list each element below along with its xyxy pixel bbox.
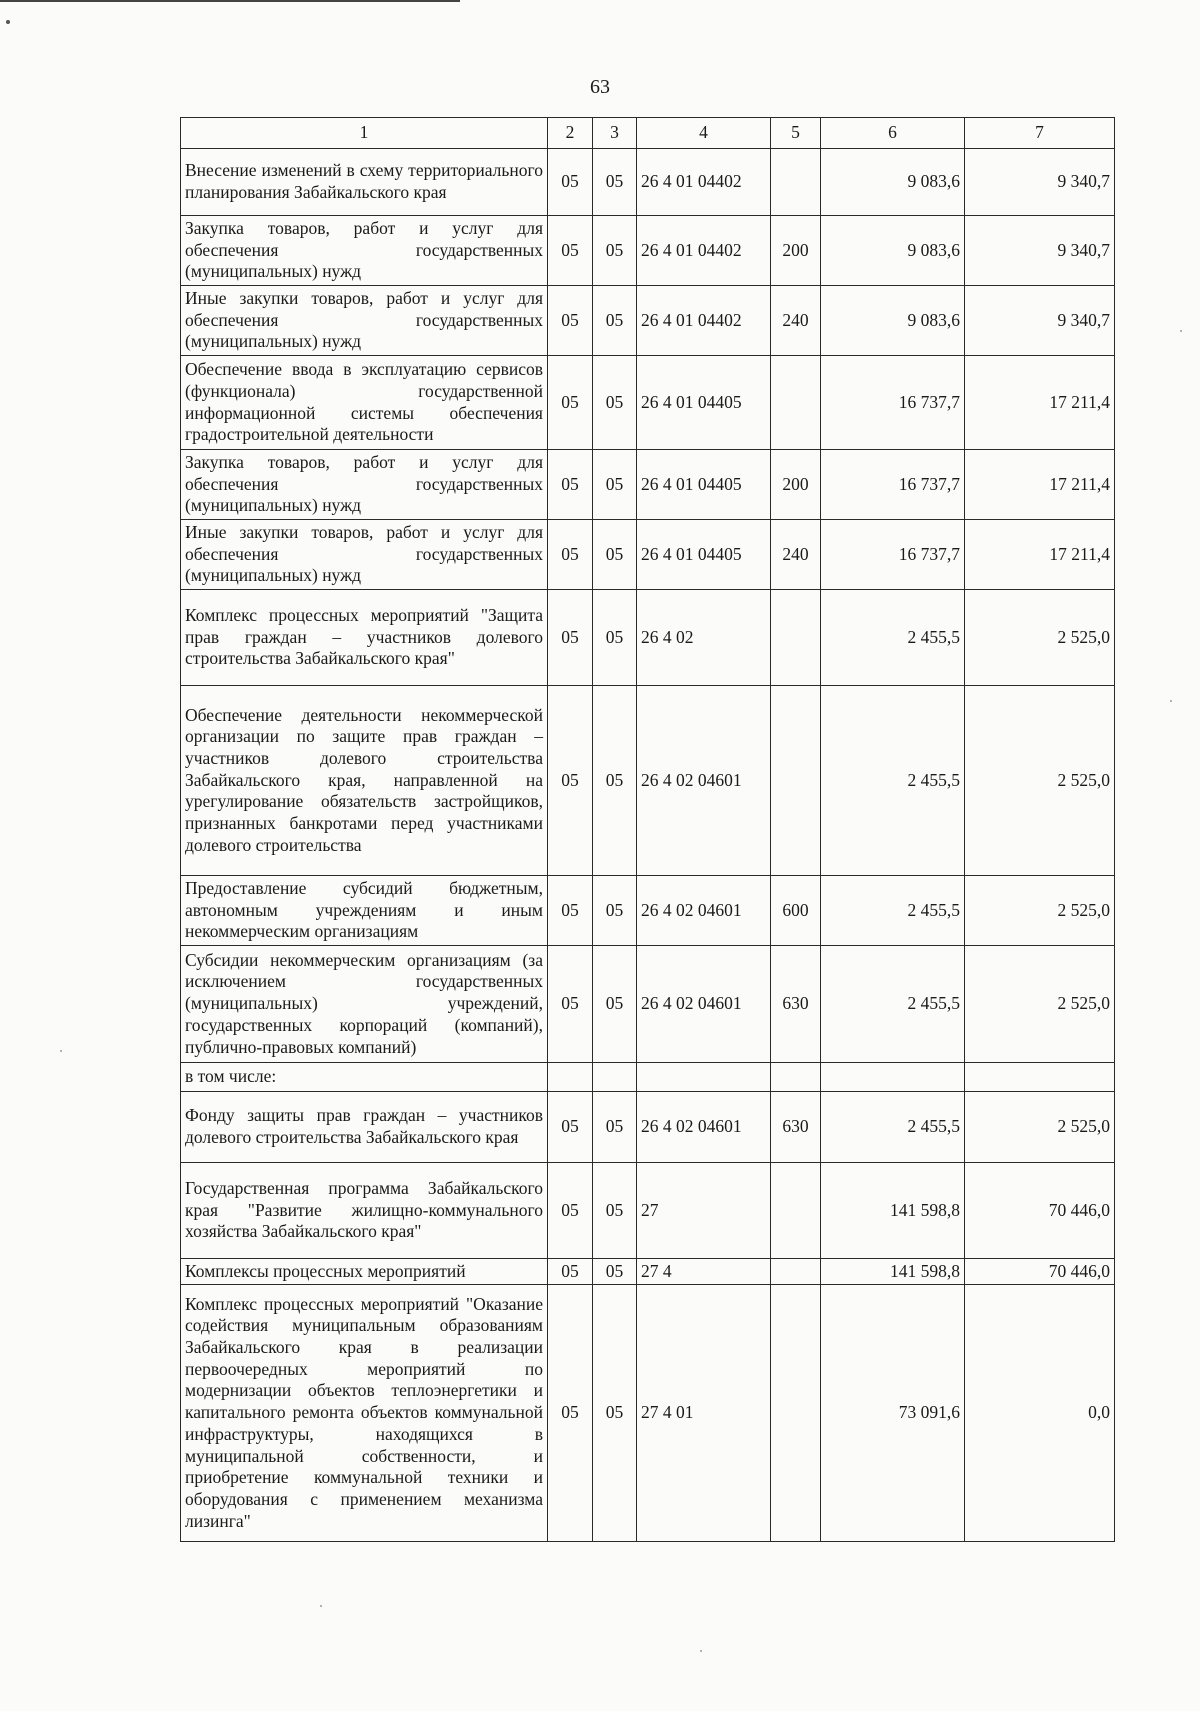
row-subsection: 05: [593, 1092, 637, 1163]
header-row: [181, 118, 1115, 149]
row-section: 05: [548, 1092, 593, 1163]
row-amount-col6: 141 598,8: [821, 1163, 965, 1259]
row-name: Комплекс процессных мероприятий "Оказание содействия муниципальным образованиям Забайкальского края в реализации первоочередных мероприятий по модернизации объектов теплоэнергетики и капитального ремонта объектов коммунальной инфраструктуры, находящихся в муниципальной собственности, и приобретение коммунальной техники и оборудования с применением механизма лизинга": [181, 1285, 548, 1542]
header-col-4: 4: [637, 118, 771, 149]
table-row: [181, 686, 1115, 876]
row-amount-col7: 9 340,7: [965, 286, 1115, 356]
row-section: 05: [548, 686, 593, 876]
table-row: [181, 1259, 1115, 1285]
row-subsection: 05: [593, 520, 637, 590]
row-amount-col6: 2 455,5: [821, 876, 965, 946]
scan-speck: [1180, 330, 1182, 332]
row-expense-type: [771, 149, 821, 216]
row-section: 05: [548, 1163, 593, 1259]
row-target-article: 26 4 01 04405: [637, 450, 771, 520]
row-name: Иные закупки товаров, работ и услуг для обеспечения государственных (муниципальных) нужд: [181, 286, 548, 356]
row-target-article: 26 4 01 04405: [637, 520, 771, 590]
table-row: [181, 876, 1115, 946]
row-amount-col6: [821, 1063, 965, 1092]
row-section: 05: [548, 450, 593, 520]
row-amount-col7: 2 525,0: [965, 686, 1115, 876]
table-row: [181, 149, 1115, 216]
row-name: Внесение изменений в схему территориального планирования Забайкальского края: [181, 149, 548, 216]
row-name: Предоставление субсидий бюджетным, автономным учреждениям и иным некоммерческим организациям: [181, 876, 548, 946]
row-section: 05: [548, 216, 593, 286]
row-amount-col6: 2 455,5: [821, 1092, 965, 1163]
scan-speck: [6, 20, 10, 24]
row-expense-type: [771, 356, 821, 450]
row-subsection: 05: [593, 1163, 637, 1259]
row-name: Субсидии некоммерческим организациям (за исключением государственных (муниципальных) учреждений, государственных корпораций (компаний), публично-правовых компаний): [181, 946, 548, 1063]
row-amount-col6: 73 091,6: [821, 1285, 965, 1542]
row-amount-col6: 16 737,7: [821, 356, 965, 450]
row-expense-type: [771, 1063, 821, 1092]
row-amount-col6: 9 083,6: [821, 216, 965, 286]
row-expense-type: 240: [771, 520, 821, 590]
row-amount-col7: 2 525,0: [965, 876, 1115, 946]
header-col-5: 5: [771, 118, 821, 149]
table-row: [181, 356, 1115, 450]
row-subsection: 05: [593, 686, 637, 876]
row-amount-col7: 17 211,4: [965, 356, 1115, 450]
row-section: 05: [548, 946, 593, 1063]
table-row: [181, 450, 1115, 520]
row-amount-col6: 16 737,7: [821, 520, 965, 590]
row-expense-type: 630: [771, 1092, 821, 1163]
row-amount-col7: 9 340,7: [965, 149, 1115, 216]
row-target-article: 26 4 02 04601: [637, 946, 771, 1063]
row-subsection: 05: [593, 286, 637, 356]
row-expense-type: 600: [771, 876, 821, 946]
top-scan-rule: [0, 0, 460, 2]
row-name: Государственная программа Забайкальского края "Развитие жилищно-коммунального хозяйства Забайкальского края": [181, 1163, 548, 1259]
row-target-article: [637, 1063, 771, 1092]
row-section: 05: [548, 876, 593, 946]
row-section: 05: [548, 520, 593, 590]
row-amount-col6: 2 455,5: [821, 946, 965, 1063]
row-name: Иные закупки товаров, работ и услуг для обеспечения государственных (муниципальных) нужд: [181, 520, 548, 590]
row-amount-col6: 141 598,8: [821, 1259, 965, 1285]
row-subsection: [593, 1063, 637, 1092]
row-name: в том числе:: [181, 1063, 548, 1092]
row-amount-col7: 2 525,0: [965, 946, 1115, 1063]
row-target-article: 26 4 02 04601: [637, 1092, 771, 1163]
row-subsection: 05: [593, 946, 637, 1063]
row-expense-type: [771, 1285, 821, 1542]
row-name: Закупка товаров, работ и услуг для обеспечения государственных (муниципальных) нужд: [181, 216, 548, 286]
table-row: [181, 946, 1115, 1063]
row-target-article: 26 4 01 04405: [637, 356, 771, 450]
row-target-article: 27: [637, 1163, 771, 1259]
row-expense-type: [771, 1163, 821, 1259]
row-target-article: 27 4: [637, 1259, 771, 1285]
budget-table: [180, 117, 1115, 1542]
row-amount-col7: 9 340,7: [965, 216, 1115, 286]
row-name: Комплекс процессных мероприятий "Защита прав граждан – участников долевого строительства Забайкальского края": [181, 590, 548, 686]
row-amount-col7: 17 211,4: [965, 450, 1115, 520]
row-name: Закупка товаров, работ и услуг для обеспечения государственных (муниципальных) нужд: [181, 450, 548, 520]
row-name: Фонду защиты прав граждан – участников долевого строительства Забайкальского края: [181, 1092, 548, 1163]
row-target-article: 26 4 01 04402: [637, 216, 771, 286]
row-subsection: 05: [593, 216, 637, 286]
header-col-2: 2: [548, 118, 593, 149]
row-section: 05: [548, 356, 593, 450]
row-subsection: 05: [593, 1259, 637, 1285]
row-subsection: 05: [593, 1285, 637, 1542]
table-row: [181, 1163, 1115, 1259]
table-row: [181, 1285, 1115, 1542]
row-name: Обеспечение деятельности некоммерческой организации по защите прав граждан – участников долевого строительства Забайкальского края, направленной на урегулирование обязательств застройщиков, признанных банкротами перед участниками долевого строительства: [181, 686, 548, 876]
row-target-article: 27 4 01: [637, 1285, 771, 1542]
table-row: [181, 590, 1115, 686]
row-expense-type: 630: [771, 946, 821, 1063]
header-col-7: 7: [965, 118, 1115, 149]
row-amount-col6: 9 083,6: [821, 149, 965, 216]
row-subsection: 05: [593, 356, 637, 450]
row-expense-type: [771, 590, 821, 686]
header-col-1: 1: [181, 118, 548, 149]
row-amount-col7: 2 525,0: [965, 590, 1115, 686]
page-number: 63: [590, 76, 610, 98]
row-section: 05: [548, 590, 593, 686]
table-row: [181, 1063, 1115, 1092]
row-expense-type: [771, 1259, 821, 1285]
row-section: 05: [548, 149, 593, 216]
scan-speck: [1170, 700, 1172, 702]
row-amount-col7: 70 446,0: [965, 1259, 1115, 1285]
row-section: 05: [548, 286, 593, 356]
row-amount-col7: [965, 1063, 1115, 1092]
row-section: [548, 1063, 593, 1092]
scan-speck: [60, 1050, 62, 1052]
row-expense-type: 240: [771, 286, 821, 356]
row-subsection: 05: [593, 590, 637, 686]
row-expense-type: 200: [771, 450, 821, 520]
row-name: Обеспечение ввода в эксплуатацию сервисов (функционала) государственной информационной системы обеспечения градостроительной деятельности: [181, 356, 548, 450]
header-col-6: 6: [821, 118, 965, 149]
row-section: 05: [548, 1285, 593, 1542]
row-amount-col7: 70 446,0: [965, 1163, 1115, 1259]
row-section: 05: [548, 1259, 593, 1285]
row-amount-col7: 2 525,0: [965, 1092, 1115, 1163]
row-target-article: 26 4 01 04402: [637, 286, 771, 356]
row-subsection: 05: [593, 450, 637, 520]
scan-speck: [700, 1650, 702, 1652]
row-subsection: 05: [593, 876, 637, 946]
row-name: Комплексы процессных мероприятий: [181, 1259, 548, 1285]
scan-speck: [320, 1605, 322, 1607]
header-col-3: 3: [593, 118, 637, 149]
row-amount-col6: 2 455,5: [821, 686, 965, 876]
row-amount-col6: 9 083,6: [821, 286, 965, 356]
row-amount-col6: 16 737,7: [821, 450, 965, 520]
row-target-article: 26 4 02: [637, 590, 771, 686]
row-expense-type: 200: [771, 216, 821, 286]
table-row: [181, 286, 1115, 356]
row-subsection: 05: [593, 149, 637, 216]
row-amount-col7: 0,0: [965, 1285, 1115, 1542]
row-amount-col7: 17 211,4: [965, 520, 1115, 590]
row-amount-col6: 2 455,5: [821, 590, 965, 686]
table-row: [181, 520, 1115, 590]
row-target-article: 26 4 01 04402: [637, 149, 771, 216]
table-row: [181, 1092, 1115, 1163]
table-row: [181, 216, 1115, 286]
row-expense-type: [771, 686, 821, 876]
row-target-article: 26 4 02 04601: [637, 876, 771, 946]
row-target-article: 26 4 02 04601: [637, 686, 771, 876]
